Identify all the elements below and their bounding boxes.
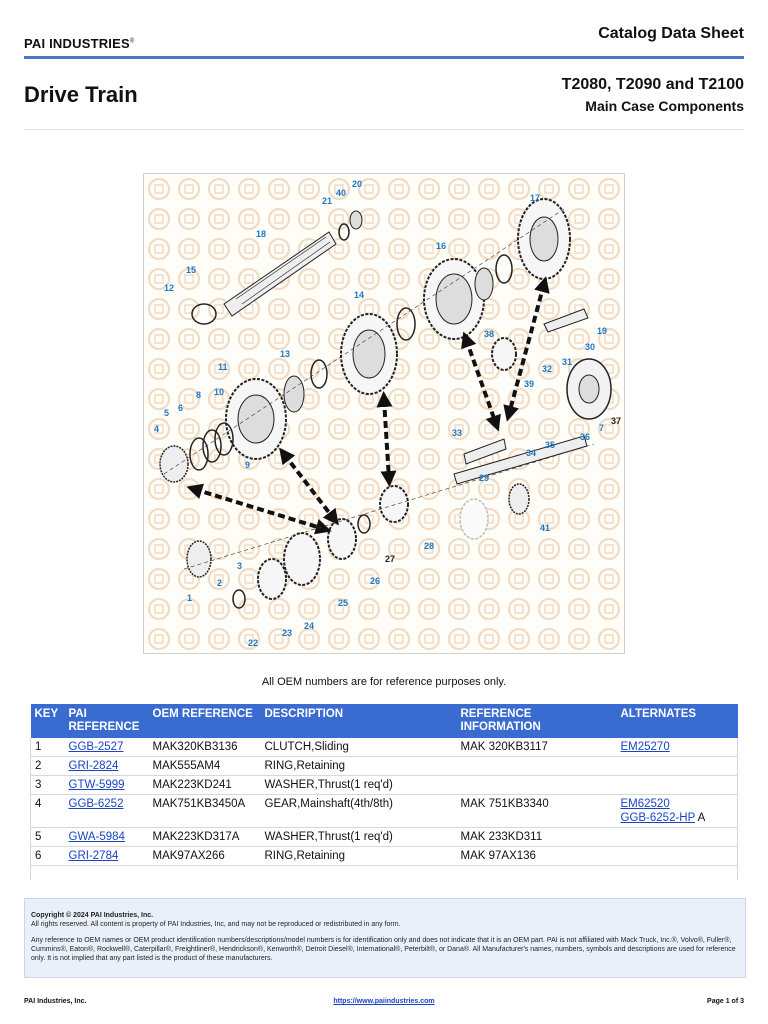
callout-number: 34 — [526, 448, 537, 458]
callout-number: 2 — [217, 578, 223, 588]
empty-cell — [149, 866, 261, 880]
col-pai-label-2: REFERENCE — [68, 721, 140, 733]
col-description: DESCRIPTION — [261, 704, 457, 738]
alternate-part-link[interactable]: GGB-6252-HP — [620, 812, 696, 824]
callout-number: 19 — [597, 326, 608, 336]
callout-number: 10 — [214, 387, 225, 397]
oem-disclaimer: Any reference to OEM names or OEM product identification numbers/descriptions/model numbers is for identification only and does not indicate that it is an OEM part. PAI is not affiliated with Mack Truck, Inc.®, Volvo®, Fuller®, Cummins®, Eaton®, Rockwell®, Caterpillar®, Freightliner®, Hendrickson®, Kenworth®, Detroit Diesel®, International®, Peterbilt®, or Dana®. All Manufacturer's names, numbers, symbols and descriptions are used for reference only. It is not implied that any part listed is the product of these manufacturers. — [31, 937, 736, 962]
legal-notice — [24, 898, 746, 978]
callout-number: 5 — [164, 408, 170, 418]
key-value: 2 — [35, 760, 42, 772]
parts-table — [30, 704, 738, 880]
cell-key — [31, 776, 65, 795]
cell-reference-information — [457, 847, 617, 866]
cell-oem-reference — [149, 828, 261, 847]
rights-statement: All rights reserved. All content is property of PAI Industries, Inc, and may not be reproduced or redistributed in any form. — [31, 921, 401, 928]
oem-note: All OEM numbers are for reference purposes only. — [261, 676, 507, 688]
callout-number: 29 — [479, 473, 490, 483]
cell-key — [31, 757, 65, 776]
brand-mark: ® — [129, 38, 135, 45]
reference-value: MAK 97AX136 — [460, 850, 536, 862]
cell-description — [261, 776, 457, 795]
oem-value: MAK555AM4 — [152, 760, 221, 772]
oem-value: MAK223KD241 — [152, 779, 232, 791]
copyright: Copyright © 2024 PAI Industries, Inc. — [31, 912, 154, 919]
callout-number: 4 — [154, 424, 160, 434]
cell-key — [31, 847, 65, 866]
cell-key — [31, 795, 65, 828]
cell-pai-reference — [65, 795, 149, 828]
table-row — [31, 757, 738, 776]
callout-number: 27 — [385, 554, 396, 564]
exploded-parts-diagram — [143, 173, 625, 654]
cell-description — [261, 847, 457, 866]
sliding-clutch-4 — [160, 446, 188, 482]
pai-part-link[interactable]: GRI-2784 — [68, 850, 119, 862]
cell-pai-reference — [65, 757, 149, 776]
pai-part-link[interactable]: GTW-5999 — [68, 779, 125, 791]
alternate-part-link[interactable]: EM62520 — [620, 798, 670, 810]
callout-number: 11 — [218, 362, 228, 372]
footer-company: PAI Industries, Inc. — [24, 998, 87, 1005]
cell-pai-reference — [65, 776, 149, 795]
parts-table-body — [31, 738, 738, 880]
empty-cell — [31, 866, 65, 880]
col-key: KEY — [31, 704, 65, 738]
cell-alternates — [617, 738, 738, 757]
description-value: WASHER,Thrust(1 req'd) — [264, 779, 393, 791]
footer-website-link[interactable]: https://www.paiindustries.com — [333, 998, 435, 1005]
description-value: GEAR,Mainshaft(4th/8th) — [264, 798, 393, 810]
cell-reference-information — [457, 795, 617, 828]
alternate-suffix: A — [697, 812, 706, 824]
col-pai-label-1: PAI — [68, 708, 87, 720]
key-value: 4 — [35, 798, 42, 810]
cell-oem-reference — [149, 847, 261, 866]
callout-number: 6 — [178, 403, 184, 413]
callout-number: 3 — [237, 561, 243, 571]
brand-name: PAI INDUSTRIES — [24, 36, 130, 51]
callout-number: 8 — [196, 390, 202, 400]
key-value: 3 — [35, 779, 42, 791]
model-list: T2080, T2090 and T2100 — [561, 76, 744, 93]
description-value: WASHER,Thrust(1 req'd) — [264, 831, 393, 843]
table-row — [31, 847, 738, 866]
callout-number: 9 — [245, 460, 251, 470]
col-oem-reference: OEM REFERENCE — [149, 704, 261, 738]
callout-number: 41 — [540, 523, 551, 533]
brand-logo — [24, 36, 134, 51]
callout-number: 28 — [424, 541, 435, 551]
oem-value: MAK751KB3450A — [152, 798, 246, 810]
cell-description — [261, 757, 457, 776]
callout-number: 33 — [452, 428, 463, 438]
callout-number: 24 — [304, 621, 315, 631]
callout-number: 15 — [186, 265, 197, 275]
callout-number: 22 — [248, 638, 259, 648]
alternate-part-link[interactable]: EM25270 — [620, 741, 670, 753]
page-footer — [0, 998, 768, 1012]
key-value: 6 — [35, 850, 42, 862]
callout-number: 26 — [370, 576, 381, 586]
empty-cell — [65, 866, 149, 880]
page-title: Drive Train — [24, 82, 138, 107]
cell-alternates — [617, 828, 738, 847]
key-value: 1 — [35, 741, 42, 753]
callout-number: 38 — [484, 329, 495, 339]
cell-pai-reference — [65, 738, 149, 757]
table-row — [31, 828, 738, 847]
cell-reference-information — [457, 828, 617, 847]
cell-oem-reference — [149, 776, 261, 795]
callout-number: 20 — [352, 179, 363, 189]
sheet-type: Catalog Data Sheet — [598, 25, 744, 42]
header-divider — [24, 56, 744, 59]
oem-value: MAK97AX266 — [152, 850, 225, 862]
cell-alternates — [617, 795, 738, 828]
cell-oem-reference — [149, 738, 261, 757]
cell-pai-reference — [65, 828, 149, 847]
cell-reference-information — [457, 757, 617, 776]
oem-value: MAK320KB3136 — [152, 741, 238, 753]
cell-description — [261, 738, 457, 757]
description-value: RING,Retaining — [264, 760, 346, 772]
cell-alternates — [617, 847, 738, 866]
empty-cell — [261, 866, 457, 880]
callout-number: 32 — [542, 364, 553, 374]
gear-14 — [341, 314, 397, 394]
title-divider — [24, 129, 744, 130]
cell-reference-information — [457, 776, 617, 795]
callout-number: 7 — [599, 423, 605, 433]
description-value: CLUTCH,Sliding — [264, 741, 349, 753]
cell-pai-reference — [65, 847, 149, 866]
gear-17 — [518, 199, 570, 279]
pai-part-link[interactable]: GWA-5984 — [68, 831, 125, 843]
callout-number: 14 — [354, 290, 365, 300]
top-header — [0, 0, 768, 60]
callout-number: 39 — [524, 379, 535, 389]
callout-number: 23 — [282, 628, 293, 638]
gear-mainshaft-lower — [226, 379, 286, 459]
table-row — [31, 738, 738, 757]
callout-number: 12 — [164, 283, 175, 293]
footer-link-wrap — [0, 998, 768, 1005]
cell-description — [261, 795, 457, 828]
callout-number: 31 — [562, 357, 573, 367]
empty-cell — [457, 866, 617, 880]
callout-number: 18 — [256, 229, 267, 239]
callout-number: 35 — [545, 440, 556, 450]
cell-key — [31, 738, 65, 757]
reference-value: MAK 233KD311 — [460, 831, 543, 843]
callout-number: 37 — [611, 416, 622, 426]
pai-part-link[interactable]: GGB-2527 — [68, 741, 124, 753]
page-number: Page 1 of 3 — [707, 998, 744, 1005]
callout-number: 16 — [436, 241, 447, 251]
callout-number: 25 — [338, 598, 349, 608]
cell-oem-reference — [149, 795, 261, 828]
table-header-row — [31, 704, 738, 738]
table-row — [31, 776, 738, 795]
reference-value: MAK 320KB3117 — [460, 741, 548, 753]
cell-oem-reference — [149, 757, 261, 776]
cell-alternates — [617, 776, 738, 795]
page-subtitle: Main Case Components — [585, 98, 744, 114]
pai-part-link[interactable]: GRI-2824 — [68, 760, 119, 772]
title-row — [0, 60, 768, 132]
cell-description — [261, 828, 457, 847]
cell-reference-information — [457, 738, 617, 757]
oem-value: MAK223KD317A — [152, 831, 240, 843]
empty-cell — [617, 866, 738, 880]
cell-key — [31, 828, 65, 847]
diagram-canvas — [144, 174, 625, 654]
callout-number: 21 — [322, 196, 333, 206]
key-value: 5 — [35, 831, 42, 843]
col-reference-information: REFERENCE INFORMATION — [457, 704, 617, 738]
table-row — [31, 795, 738, 828]
table-continuation-row — [31, 866, 738, 880]
col-pai-reference — [65, 704, 149, 738]
gear-16 — [424, 259, 484, 339]
callout-number: 40 — [336, 188, 347, 198]
reference-value: MAK 751KB3340 — [460, 798, 549, 810]
col-alternates: ALTERNATES — [617, 704, 738, 738]
description-value: RING,Retaining — [264, 850, 346, 862]
callout-number: 1 — [187, 593, 193, 603]
pai-part-link[interactable]: GGB-6252 — [68, 798, 124, 810]
cell-alternates — [617, 757, 738, 776]
callout-number: 13 — [280, 349, 291, 359]
callout-number: 17 — [530, 193, 541, 203]
callout-number: 36 — [580, 432, 591, 442]
callout-number: 30 — [585, 342, 596, 352]
